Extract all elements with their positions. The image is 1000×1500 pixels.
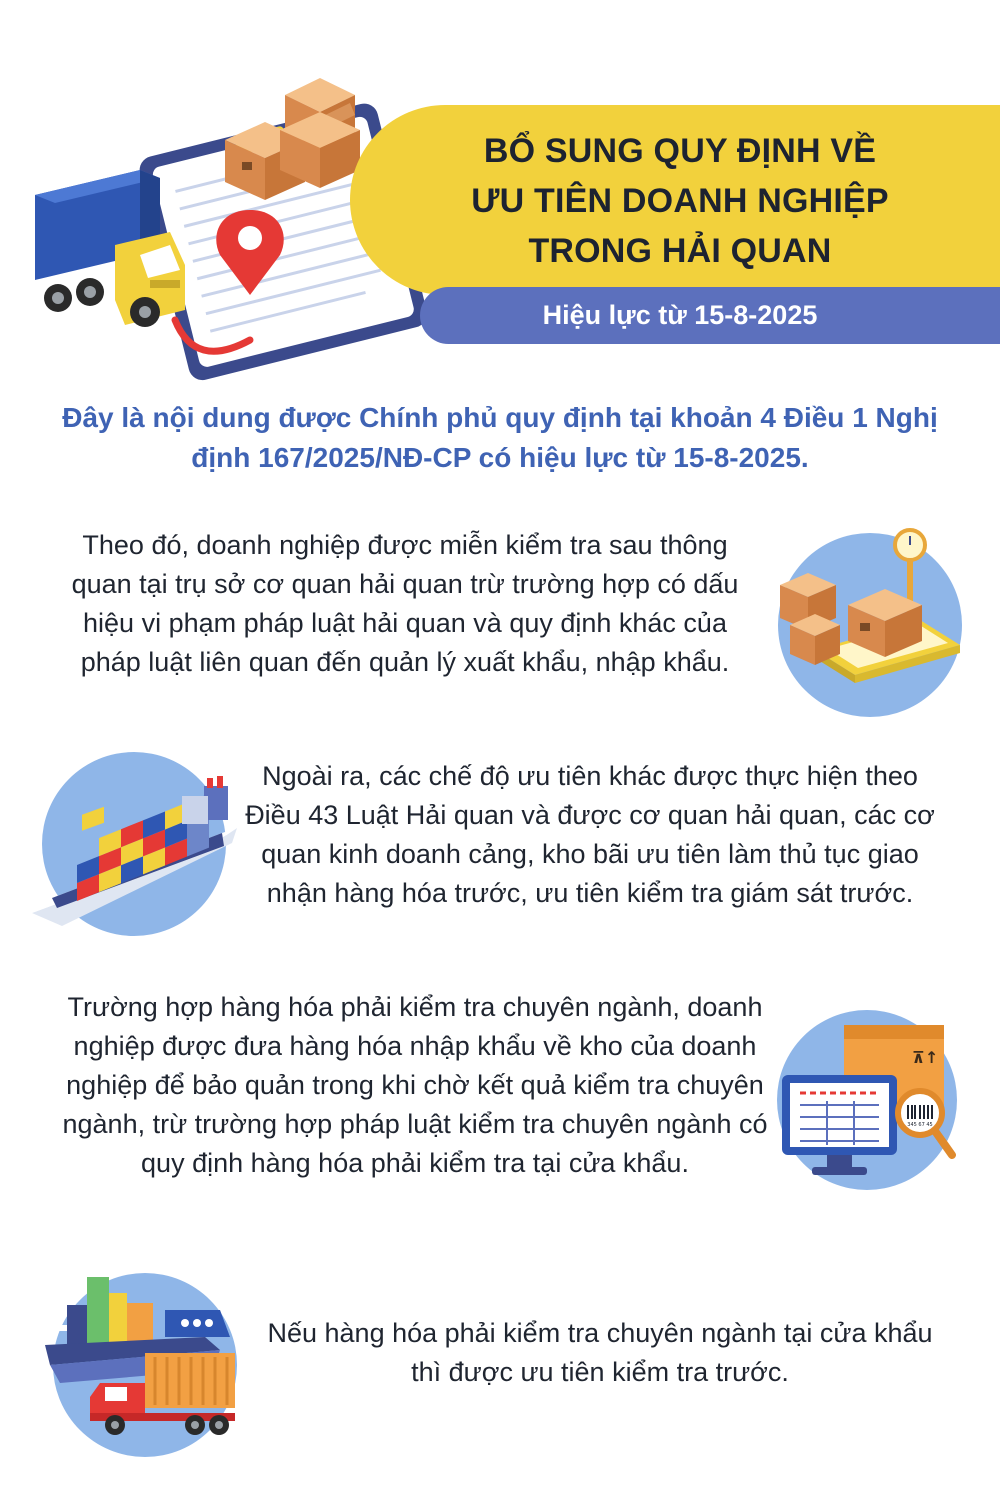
paragraph-1: Theo đó, doanh nghiệp được miễn kiểm tra sau thông quan tại trụ sở cơ quan hải quan trừ trường hợp có dấu hiệu vi phạm pháp luật hải quan và quy định khác của pháp luật liên quan đến quản lý xuất khẩu, nhập khẩu. xyxy=(71,530,739,677)
paragraph-4: Nếu hàng hóa phải kiểm tra chuyên ngành tại cửa khẩu thì được ưu tiên kiểm tra trước. xyxy=(267,1318,933,1387)
paragraph-2: Ngoài ra, các chế độ ưu tiên khác được thực hiện theo Điều 43 Luật Hải quan và được cơ quan hải quan, các cơ quan kinh doanh cảng, kho bãi ưu tiên làm thủ tục giao nhận hàng hóa trước, ưu tiên kiểm tra giám sát trước. xyxy=(245,761,935,908)
inspection-monitor-icon xyxy=(772,1005,972,1205)
title-line-2: ƯU TIÊN DOANH NGHIỆP xyxy=(471,182,889,220)
delivery-truck-illustration xyxy=(20,70,410,410)
barcode-number: 345 67 45 xyxy=(907,1122,933,1128)
svg-text:⊼↑: ⊼↑ xyxy=(912,1048,939,1067)
page-title xyxy=(400,126,960,276)
intro-text: Đây là nội dung được Chính phủ quy định tại khoản 4 Điều 1 Nghị định 167/2025/NĐ-CP có hiệu lực từ 15-8-2025. xyxy=(62,402,938,473)
paragraph-3: Trường hợp hàng hóa phải kiểm tra chuyên ngành, doanh nghiệp được đưa hàng hóa nhập khẩu về kho của doanh nghiệp để bảo quản trong khi chờ kết quả kiểm tra chuyên ngành, trừ trường hợp pháp luật kiểm tra chuyên ngành có quy định hàng hóa phải kiểm tra tại cửa khẩu. xyxy=(62,992,768,1178)
weighing-scale-icon xyxy=(770,525,970,725)
port-truck-icon xyxy=(45,1265,255,1465)
effective-date: Hiệu lực từ 15-8-2025 xyxy=(542,300,818,330)
title-line-3: TRONG HẢI QUAN xyxy=(528,232,832,270)
title-line-1: BỔ SUNG QUY ĐỊNH VỀ xyxy=(483,132,877,170)
cargo-ship-icon xyxy=(32,748,242,948)
